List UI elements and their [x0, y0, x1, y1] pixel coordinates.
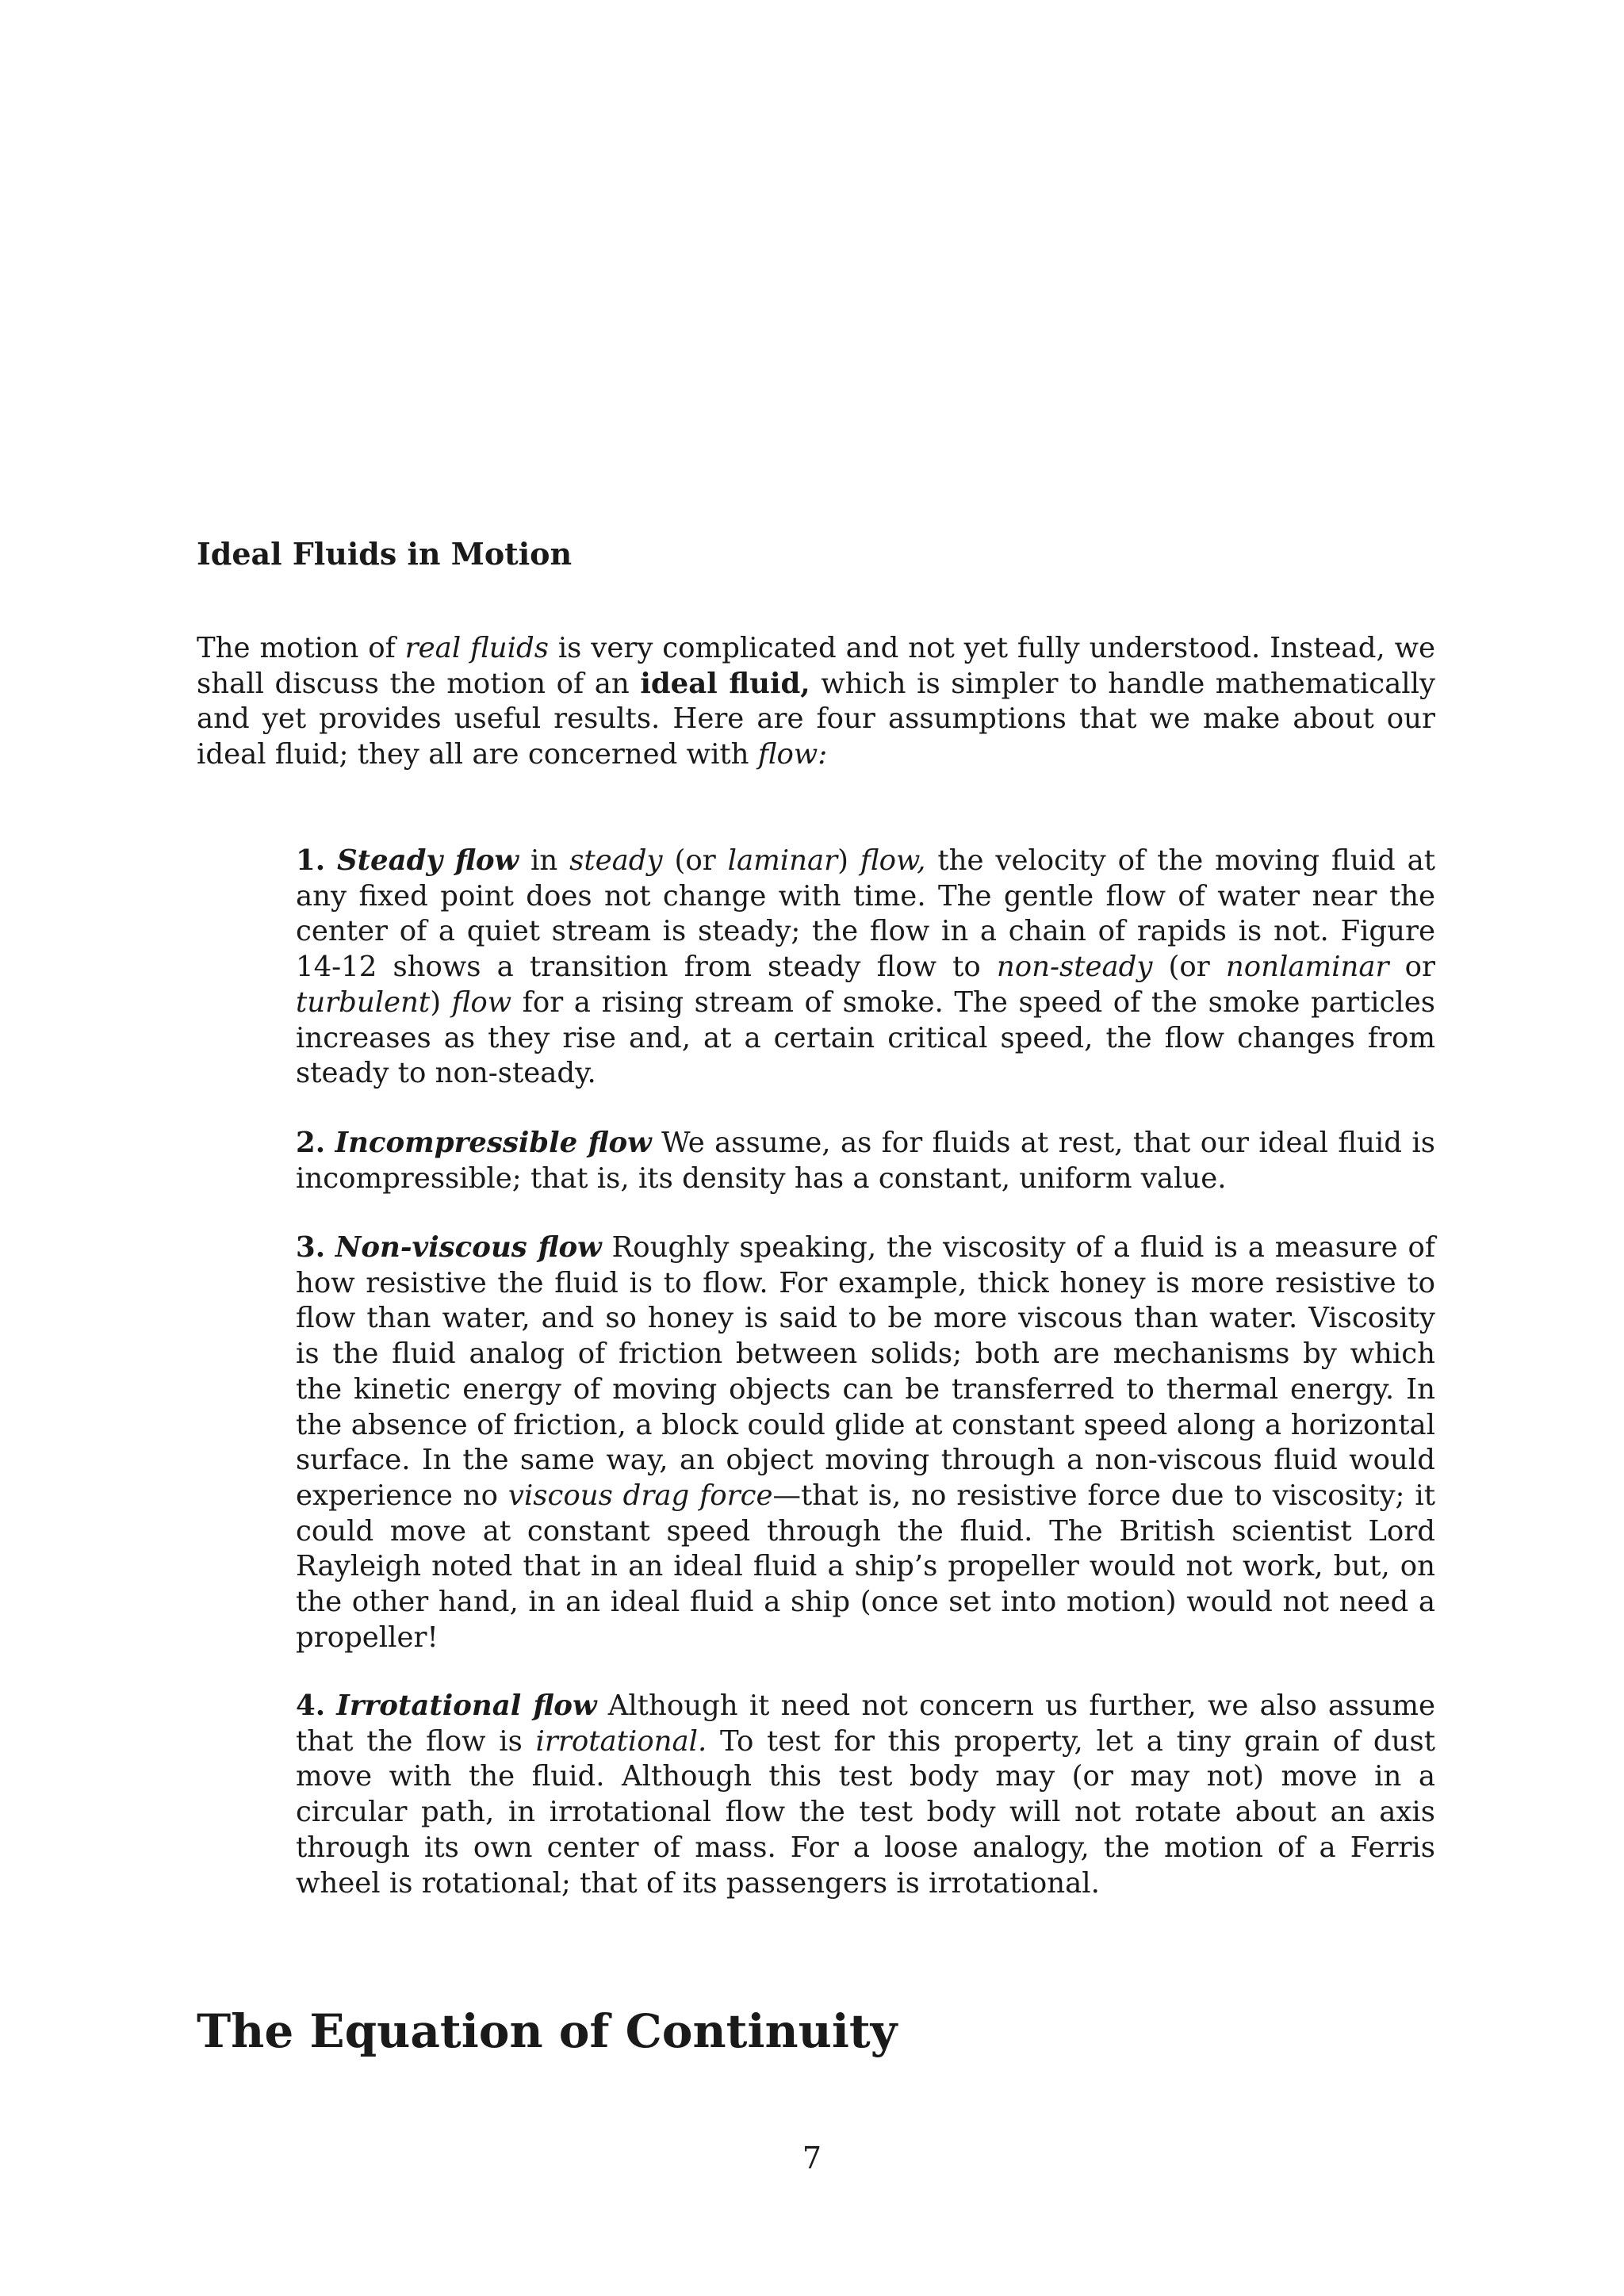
item-number: 3. — [296, 1231, 326, 1264]
term-real-fluids: real fluids — [404, 632, 549, 664]
term-flow: flow: — [757, 738, 828, 771]
chapter-heading: The Equation of Continuity — [197, 2004, 898, 2058]
item-lead: Steady flow — [336, 844, 519, 877]
section-title: Ideal Fluids in Motion — [197, 536, 573, 572]
item-lead: Incompressible flow — [335, 1127, 652, 1159]
assumption-irrotational-flow: 4. Irrotational flow Although it need not concern us further, we also assume that the flow is irrotational. To test for this property, let a tiny grain of dust move with the fluid. Although this test body may (or may not) move in a circular path, in irrotational flow the test body will not rotate about an axis through its own center of mass. For a loose analogy, the motion of a Ferris wheel is rotational; that of its passengers is irrotational. — [296, 1689, 1436, 1900]
assumption-incompressible-flow: 2. Incompressible flow We assume, as for fluids at rest, that our ideal fluid is incompressible; that is, its density has a constant, uniform value. — [296, 1127, 1435, 1195]
intro-paragraph: The motion of real fluids is very complicated and not yet fully understood. Instead, we shall discuss the motion of an ideal fluid, which is simpler to handle mathematically and yet provides useful results. Here are four assumptions that we make about our ideal fluid; they all are concerned with flow: — [197, 632, 1436, 771]
assumption-non-viscous-flow: 3. Non-viscous flow Roughly speaking, the viscosity of a fluid is a measure of how resistive the fluid is to flow. For example, thick honey is more resistive to flow than water, and so honey is said to be more viscous than water. Viscosity is the fluid analog of friction between solids; both are mechanisms by which the kinetic energy of moving objects can be transferred to thermal energy. In the absence of friction, a block could glide at constant speed along a horizontal surface. In the same way, an object moving through a non-viscous fluid would experience no viscous drag force—that is, no resistive force due to viscosity; it could move at constant speed through the fluid. The British scientist Lord Rayleigh noted that in an ideal fluid a ship’s propeller would not work, but, on the other hand, in an ideal fluid a ship (once set into motion) would not need a propeller! — [296, 1231, 1435, 1654]
assumption-steady-flow: 1. Steady flow in steady (or laminar) flow, the velocity of the moving fluid at any fixed point does not change with time. The gentle flow of water near the center of a quiet stream is steady; the flow in a chain of rapids is not. Figure 14-12 shows a transition from steady flow to non-steady (or nonlaminar or turbulent) flow for a rising stream of smoke. The speed of the smoke particles increases as they rise and, at a certain critical speed, the flow changes from steady to non-steady. — [296, 844, 1436, 1090]
item-number: 4. — [296, 1689, 326, 1722]
term-ideal-fluid: ideal fluid, — [640, 667, 810, 700]
item-number: 1. — [296, 844, 326, 877]
item-lead: Non-viscous flow — [335, 1231, 602, 1264]
page-number: 7 — [802, 2141, 822, 2175]
item-lead: Irrotational flow — [336, 1689, 597, 1722]
item-number: 2. — [296, 1127, 326, 1159]
